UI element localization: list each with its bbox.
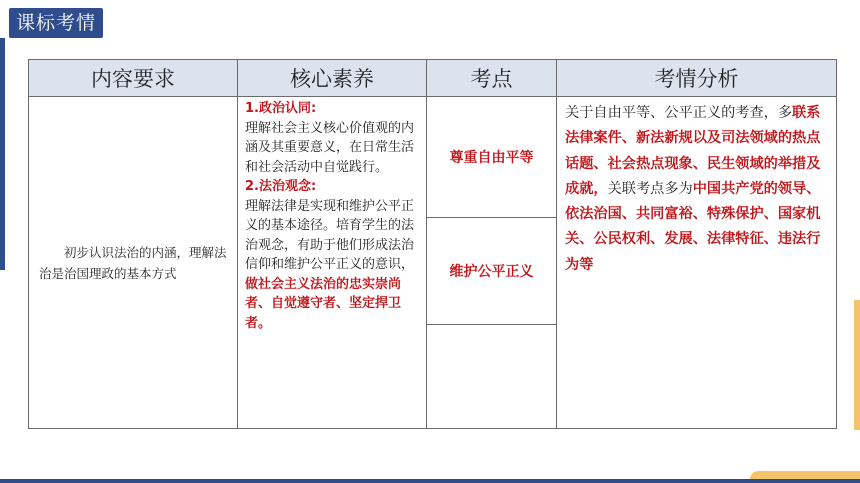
table-header-row xyxy=(29,60,837,97)
analysis-highlight-1: 联系法律案件、新法新规以及司法领域的热点话题、社会热点现象、民生领域的举措及成就， xyxy=(565,105,821,197)
content-requirement-cell xyxy=(29,97,238,429)
curriculum-table xyxy=(28,59,837,429)
exam-point-freedom-equality: 尊重自由平等 xyxy=(427,97,557,218)
exam-point-fairness-justice: 维护公平正义 xyxy=(427,218,557,325)
table-row xyxy=(29,97,837,218)
bottom-decor-bar xyxy=(0,479,860,483)
literacy-heading-law: 2.法治观念: xyxy=(245,179,317,194)
exam-analysis-cell xyxy=(557,97,837,429)
literacy-text-political: 理解社会主义核心价值观的内涵及其重要意义，在日常生活和社会活动中自觉践行。 xyxy=(245,120,415,175)
core-literacy-cell xyxy=(238,97,427,429)
section-title: 课标考情 xyxy=(9,8,103,38)
header-exam-point: 考点 xyxy=(427,60,557,97)
bottom-decor-accent xyxy=(750,471,860,479)
analysis-text-1: 关于自由平等、公平正义的考查，多 xyxy=(565,105,793,121)
header-exam-analysis: 考情分析 xyxy=(557,60,837,97)
header-content-requirement: 内容要求 xyxy=(29,60,238,97)
analysis-highlight-2: 中国共产党的领导、依法治国、共同富裕、特殊保护、国家机关、公民权利、发展、法律特征、违法行为等 xyxy=(565,180,821,273)
content-requirement-text: 初步认识法治的内涵，理解法治是治国理政的基本方式 xyxy=(39,244,227,281)
literacy-text-law-plain: 理解法律是实现和维护公平正义的基本途径。培育学生的法治观念，有助于他们形成法治信仰和维护公平正义的意识， xyxy=(245,198,415,272)
exam-point-empty xyxy=(427,325,557,429)
header-core-literacy: 核心素养 xyxy=(238,60,427,97)
literacy-text-law xyxy=(245,197,420,334)
right-decor-bar xyxy=(854,300,860,430)
literacy-heading-political: 1.政治认同: xyxy=(245,101,317,116)
analysis-text-2: 关联考点多为 xyxy=(607,180,693,197)
left-accent-bar xyxy=(0,38,5,270)
literacy-text-law-highlight: 做社会主义法治的忠实崇尚者、自觉遵守者、坚定捍卫者。 xyxy=(245,276,402,331)
